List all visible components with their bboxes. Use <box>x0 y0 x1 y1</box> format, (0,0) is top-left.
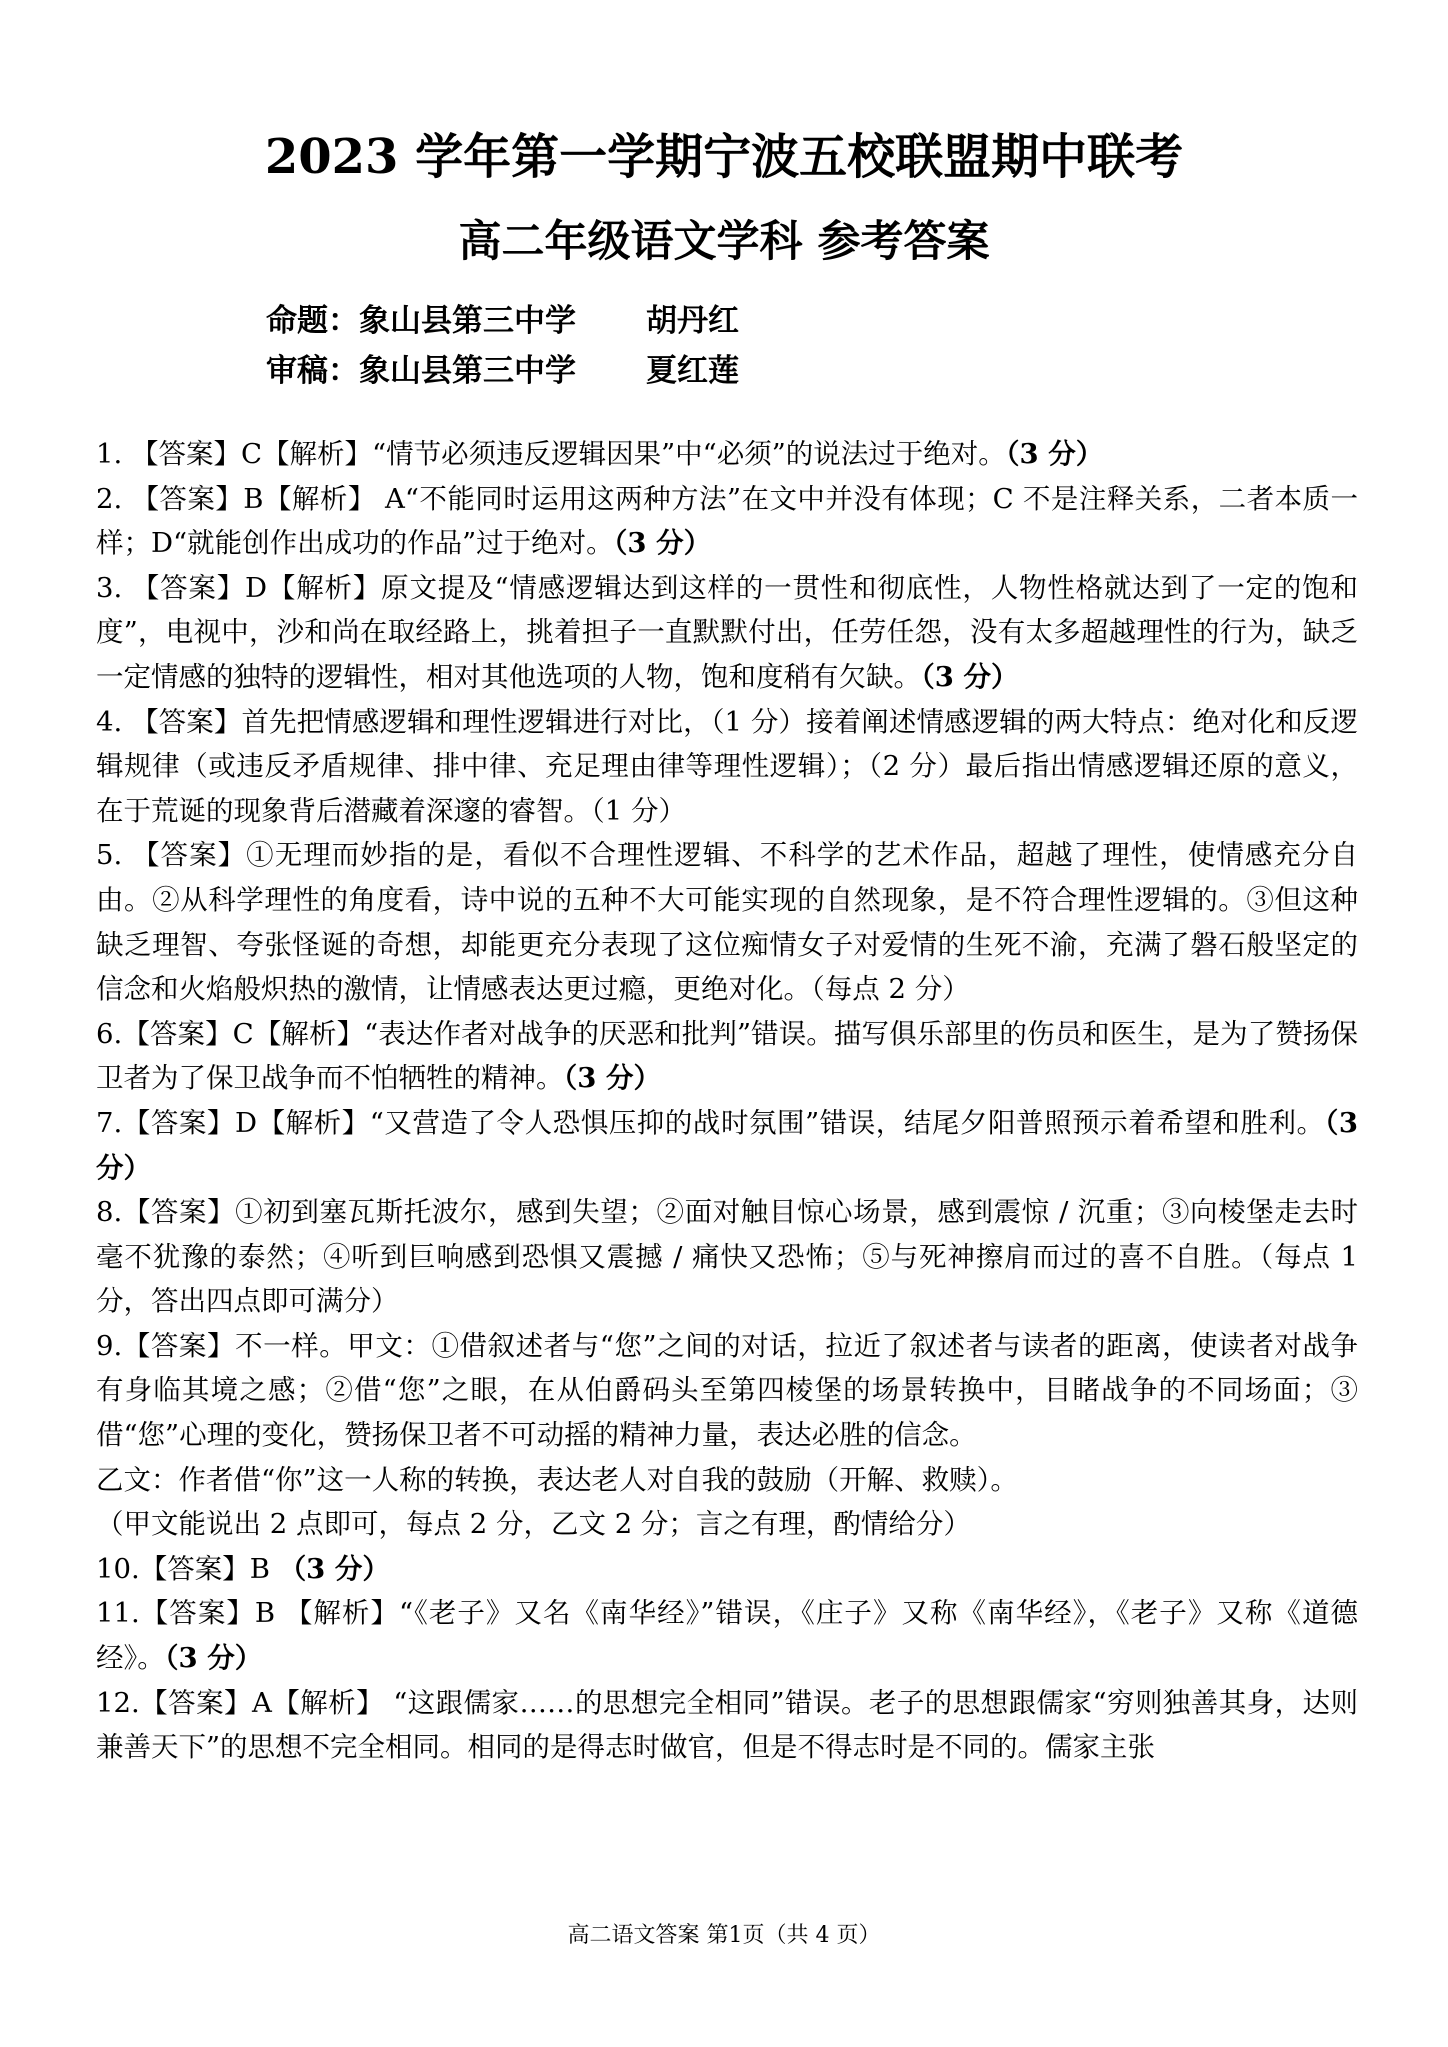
answer-text: 乙文：作者借“你”这一人称的转换，表达老人对自我的鼓励（开解、救赎）。 <box>96 1463 1018 1496</box>
answer-text: （甲文能说出 2 点即可，每点 2 分，乙文 2 分；言之有理，酌情给分） <box>96 1508 971 1541</box>
answer-text: 6.【答案】C【解析】“表达作者对战争的厌恶和批判”错误。描写俱乐部里的伤员和医生，是为了赞扬保卫者为了保卫战争而不怕牺牲的精神。 <box>96 1017 1358 1095</box>
answer-text: 5. 【答案】①无理而妙指的是，看似不合理性逻辑、不科学的艺术作品，超越了理性，使情感充分自由。②从科学理性的角度看，诗中说的五种不大可能实现的自然现象，是不符合理性逻辑的。③但这种缺乏理智、夸张怪诞的奇想，却能更充分表现了这位痴情女子对爱情的生死不渝，充满了磐石般坚定的信念和火焰般炽热的激情，让情感表达更过瘾，更绝对化。（每点 2 分） <box>96 839 1358 1006</box>
answer-item <box>96 700 1358 834</box>
answer-item <box>96 1502 1358 1547</box>
document-title: 2023 学年第一学期宁波五校联盟期中联考 <box>264 129 1184 185</box>
answer-score: （3 分） <box>278 1552 390 1585</box>
answer-item <box>96 1681 1358 1770</box>
answer-text: 9.【答案】不一样。甲文：①借叙述者与“您”之间的对话，拉近了叙述者与读者的距离，使读者对战争有身临其境之感；②借“您”之眼，在从伯爵码头至第四棱堡的场景转换中，目睹战争的不同场面；③借“您”心理的变化，赞扬保卫者不可动摇的精神力量，表达必胜的信念。 <box>96 1329 1358 1452</box>
author-label: 命题：象山县第三中学 <box>266 303 576 339</box>
answer-score: （3 分） <box>563 1062 661 1095</box>
answer-item <box>96 432 1358 477</box>
answer-score: （3 分） <box>96 1106 1358 1184</box>
answer-item <box>96 1547 1358 1592</box>
answer-item <box>96 1012 1358 1101</box>
answer-list <box>96 432 1358 1770</box>
answer-text: 4. 【答案】首先把情感逻辑和理性逻辑进行对比，（1 分）接着阐述情感逻辑的两大特点：绝对化和反逻辑规律（或违反矛盾规律、排中律、充足理由律等理性逻辑）；（2 分）最后指出情感逻辑还原的意义，在于荒诞的现象背后潜藏着深邃的睿智。（1 分） <box>96 705 1358 827</box>
document-subtitle: 高二年级语文学科 参考答案 <box>458 217 990 267</box>
answer-text: 10.【答案】B <box>96 1552 279 1585</box>
answer-text: 7.【答案】D【解析】“又营造了令人恐惧压抑的战时氛围”错误，结尾夕阳普照预示着希望和胜利。 <box>96 1106 1325 1139</box>
author-name: 胡丹红 <box>646 303 739 339</box>
answer-item <box>96 1190 1358 1324</box>
answer-score: （3 分） <box>1005 438 1104 470</box>
answer-item <box>96 1324 1358 1458</box>
reviewer-label: 审稿：象山县第三中学 <box>266 353 576 389</box>
answer-text: 8.【答案】①初到塞瓦斯托波尔，感到失望；②面对触目惊心场景，感到震惊 / 沉重；③向棱堡走去时毫不犹豫的泰然；④听到巨响感到恐惧又震撼 / 痛快又恐怖；⑤与死神擦肩而过的喜不自胜。（每点 1 分，答出四点即可满分） <box>96 1196 1358 1318</box>
answer-text: 11.【答案】B 【解析】“《老子》又名《南华经》”错误，《庄子》又称《南华经》，《老子》又称《道德经》。 <box>96 1597 1358 1675</box>
reviewer-name: 夏红莲 <box>646 353 739 389</box>
answer-item <box>96 1591 1358 1680</box>
answer-item <box>96 566 1358 700</box>
answer-text: 12.【答案】A【解析】 “这跟儒家……的思想完全相同”错误。老子的思想跟儒家“穷则独善其身，达则兼善天下”的思想不完全相同。相同的是得志时做官，但是不得志时是不同的。儒家主张 <box>96 1686 1358 1764</box>
answer-score: （3 分） <box>921 660 1019 693</box>
answer-item <box>96 833 1358 1011</box>
answer-score: （3 分） <box>164 1642 263 1675</box>
page-footer: 高二语文答案 第1页（共 4 页） <box>567 1923 881 1948</box>
answer-text: 2. 【答案】B【解析】 A“不能同时运用这两种方法”在文中并没有体现；C 不是注释关系，二者本质一样；D“就能创作出成功的作品”过于绝对。 <box>96 482 1358 560</box>
answer-text: 1. 【答案】C【解析】“情节必须违反逻辑因果”中“必须”的说法过于绝对。 <box>96 438 1006 470</box>
answer-text: 3. 【答案】D【解析】原文提及“情感逻辑达到这样的一贯性和彻底性，人物性格就达到了一定的饱和度”，电视中，沙和尚在取经路上，挑着担子一直默默付出，任劳任怨，没有太多超越理性的行为，缺乏一定情感的独特的逻辑性，相对其他选项的人物，饱和度稍有欠缺。 <box>96 571 1358 693</box>
author-row <box>266 296 739 346</box>
reviewer-row <box>266 346 739 396</box>
credits-block <box>266 296 739 396</box>
answer-score: （3 分） <box>613 527 712 560</box>
answer-item <box>96 1101 1358 1190</box>
answer-item <box>96 477 1358 566</box>
answer-item <box>96 1458 1358 1503</box>
